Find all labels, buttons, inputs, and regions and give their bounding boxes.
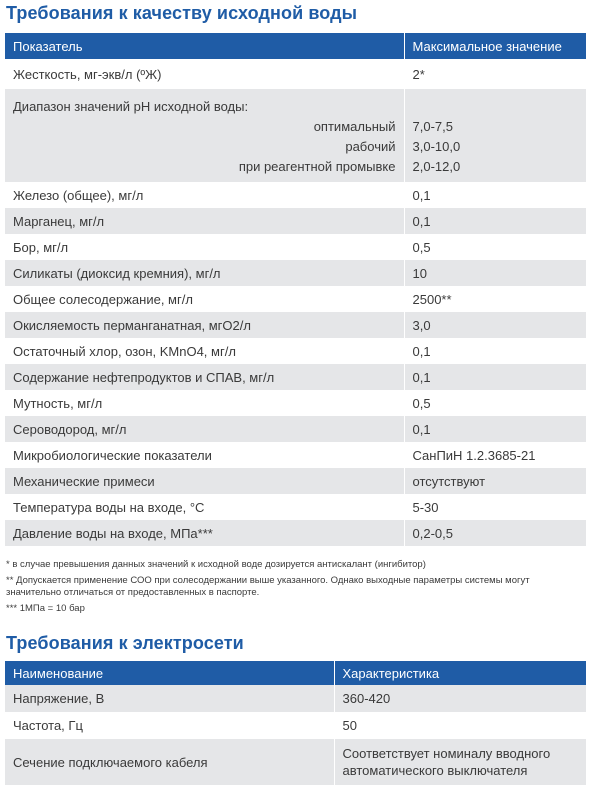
row-value: 0,5 <box>404 390 586 416</box>
ph-sub-value-flush: 2,0-12,0 <box>412 159 461 174</box>
row-label: Механические примеси <box>5 468 404 494</box>
row-label: Напряжение, В <box>5 685 334 712</box>
power-requirements-title: Требования к электросети <box>6 633 244 653</box>
row-value: 0,5 <box>404 234 586 260</box>
row-value: Соответствует номиналу вводного автоматического выключателя <box>334 739 586 785</box>
row-value: 0,2-0,5 <box>404 520 586 546</box>
row-label: Окисляемость перманганатная, мгО2/л <box>5 312 404 338</box>
table-row <box>5 234 586 260</box>
table-row <box>5 182 586 208</box>
header-name: Наименование <box>5 661 334 685</box>
row-value: 0,1 <box>404 208 586 234</box>
water-requirements-table <box>5 33 586 546</box>
table-row <box>5 494 586 520</box>
row-label: Бор, мг/л <box>13 239 69 255</box>
row-label: Сероводород, мг/л <box>5 416 404 442</box>
footnote-salinity: ** Допускается применение СОО при солесодержании выше указанного. Однако выходные параметры системы могут значительно отличаться от предоставленных в паспорте. <box>6 574 530 598</box>
row-label: Жесткость, мг-экв/л (ºЖ) <box>13 66 162 82</box>
row-value: 0,1 <box>404 182 586 208</box>
row-label: Остаточный хлор, озон, KMnO4, мг/л <box>13 343 236 359</box>
footnote-pressure-unit: *** 1МПа = 10 бар <box>6 602 85 614</box>
row-value: 0,1 <box>404 338 586 364</box>
table-row <box>5 260 586 286</box>
table-row <box>5 390 586 416</box>
row-label: Железо (общее), мг/л <box>13 187 144 203</box>
table-row <box>5 312 586 338</box>
water-requirements-title: Требования к качеству исходной воды <box>6 3 358 23</box>
row-value: 50 <box>334 712 586 739</box>
header-characteristic: Характеристика <box>334 661 586 685</box>
row-label: Силикаты (диоксид кремния), мг/л <box>5 260 404 286</box>
row-value: 3,0 <box>404 312 586 338</box>
row-value: 0,1 <box>404 364 586 390</box>
table-row <box>5 468 586 494</box>
row-label: Содержание нефтепродуктов и СПАВ, мг/л <box>5 364 404 390</box>
table-row <box>5 338 586 364</box>
power-requirements-table <box>5 661 586 785</box>
row-label: Мутность, мг/л <box>13 395 103 411</box>
table-row <box>5 685 586 712</box>
footnotes <box>6 559 586 618</box>
table-row <box>5 416 586 442</box>
ph-cell <box>5 89 404 182</box>
table-row <box>5 712 586 739</box>
row-value: 2500** <box>404 286 586 312</box>
table-row <box>5 364 586 390</box>
footnote-antiscalant: * в случае превышения данных значений к исходной воде дозируется антискалант (ингибитор) <box>6 559 426 570</box>
row-value: 360-420 <box>334 685 586 712</box>
ph-sub-label-working: рабочий <box>345 139 396 154</box>
ph-sub-label-optimal: оптимальный <box>313 119 396 134</box>
table-row <box>5 59 586 89</box>
row-label: Температура воды на входе, °С <box>13 499 205 515</box>
row-value: 0,1 <box>404 416 586 442</box>
table-row <box>5 208 586 234</box>
row-value: 2* <box>404 59 586 89</box>
row-label: Частота, Гц <box>13 718 83 733</box>
header-max-value: Максимальное значение <box>404 33 586 59</box>
row-label: Марганец, мг/л <box>5 208 404 234</box>
row-label: Сечение подключаемого кабеля <box>5 739 334 785</box>
ph-sub-value-optimal: 7,0-7,5 <box>412 119 453 134</box>
ph-sub-value-working: 3,0-10,0 <box>412 139 461 154</box>
row-label: Давление воды на входе, МПа*** <box>5 520 404 546</box>
table-header-row <box>5 661 586 685</box>
header-indicator: Показатель <box>5 33 404 59</box>
table-row <box>5 739 586 785</box>
ph-label: Диапазон значений pH исходной воды: <box>13 99 249 114</box>
table-row <box>5 520 586 546</box>
ph-sub-label-flush: при реагентной промывке <box>238 159 396 174</box>
row-value: отсутствуют <box>404 468 586 494</box>
row-value: 5-30 <box>404 494 586 520</box>
table-row <box>5 442 586 468</box>
row-label: Общее солесодержание, мг/л <box>13 291 193 307</box>
table-row <box>5 286 586 312</box>
row-value: СанПиН 1.2.3685-21 <box>404 442 586 468</box>
ph-values-cell <box>404 89 586 182</box>
table-row-ph <box>5 89 586 182</box>
row-label: Микробиологические показатели <box>13 447 212 463</box>
row-value: 10 <box>404 260 586 286</box>
table-header-row <box>5 33 586 59</box>
